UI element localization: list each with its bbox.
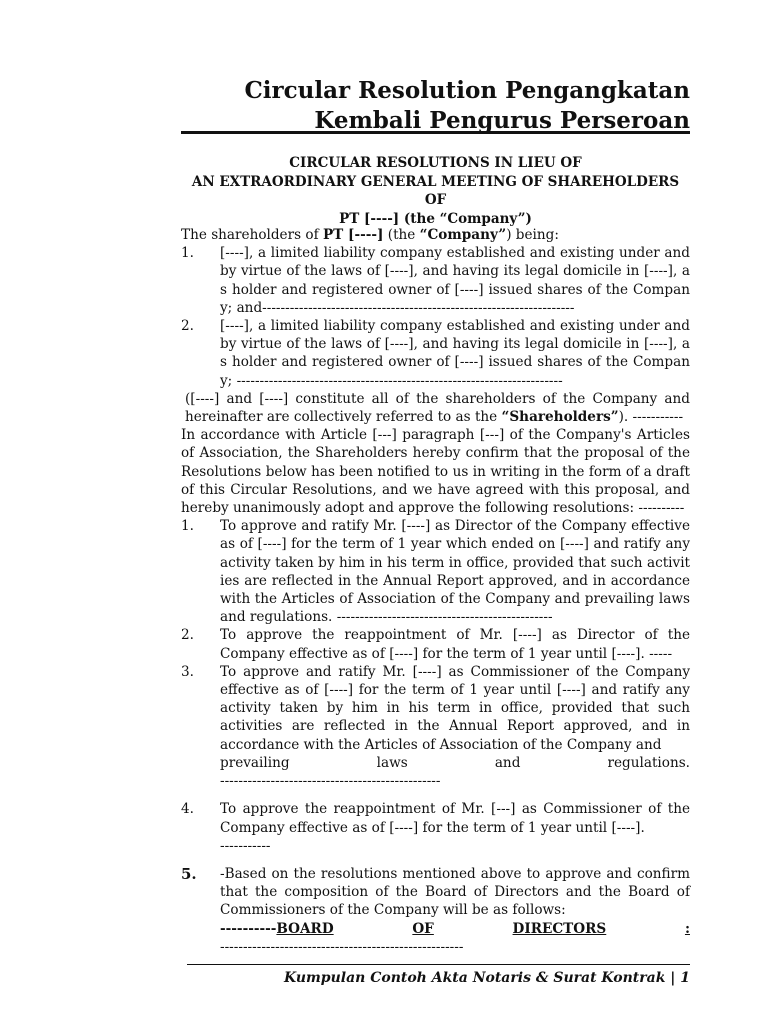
resolution-title-line-3: PT [----] (the “Company”)	[339, 210, 532, 227]
document-header	[245, 76, 691, 136]
resolution-text: To approve and ratify Mr. [----] as Commissioner of the Company effective as of [----] for the term of 1 year until [----] and ratify any activity taken by him in his term in office, provided that such activities are reflected in the Annual Report approved, and in accordance with the Articles of Association of the Company and	[220, 663, 690, 753]
board-word: DIRECTORS	[512, 920, 607, 937]
board-colon: :	[684, 920, 690, 937]
shareholder-item-1	[181, 244, 690, 317]
board-word: BOARD	[276, 920, 334, 937]
resolution-number: 1.	[181, 518, 194, 535]
dash-filler: -----------------------------------------------------	[220, 938, 464, 955]
resolution-body	[220, 663, 690, 790]
word: laws	[376, 754, 408, 771]
word: regulations.	[607, 754, 690, 771]
board-heading-word	[220, 920, 334, 938]
header-title-line-1: Circular Resolution Pengangkatan	[244, 77, 690, 104]
resolution-body	[220, 865, 690, 956]
shareholder-number: 1.	[181, 245, 194, 262]
board-of-directors-heading	[220, 920, 690, 938]
resolution-body	[220, 800, 690, 855]
resolution-number: 5.	[181, 864, 197, 883]
header-rule	[181, 131, 690, 134]
shareholder-number: 2.	[181, 318, 194, 335]
resolution-text: -Based on the resolutions mentioned above to approve and confirm that the composition of the Board of Directors and the Board of Commissioners of the Company will be as follows:	[220, 865, 690, 919]
resolution-item-3	[181, 663, 690, 790]
resolution-item-4	[181, 800, 690, 855]
page-footer: Kumpulan Contoh Akta Notaris & Surat Kontrak | 1	[283, 970, 690, 986]
collective-text-2: ). -----------	[618, 409, 684, 426]
collective-shareholders-term: “Shareholders”	[501, 409, 619, 426]
shareholder-text: [----], a limited liability company established and existing under and by virtue of the laws of [----], and having its legal domicile in [----], as holder and registered owner of [----] issued shares of the Company; and--------------------------------------------------------------------	[220, 245, 690, 316]
resolution-number: 4.	[181, 801, 194, 818]
footer-rule	[187, 964, 690, 965]
dash-filler: -----------	[220, 837, 271, 854]
word: and	[494, 754, 521, 771]
board-prefix: ----------	[220, 920, 277, 937]
word: prevailing	[220, 754, 290, 771]
resolution-number: 3.	[181, 663, 194, 680]
intro-company: PT [----]	[322, 227, 384, 243]
dash-filler: ------------------------------------------------	[220, 773, 441, 790]
resolution-text: To approve the reappointment of Mr. [----] as Director of the Company effective as of [----] for the term of 1 year until [----]. -----	[220, 627, 690, 662]
intro-text-2: (the	[383, 227, 420, 243]
shareholder-text: [----], a limited liability company established and existing under and by virtue of the laws of [----], and having its legal domicile in [----], as holder and registered owner of [----] issued shares of the Company; -----------------------------------------------------------------------	[220, 318, 690, 389]
resolution-last-line	[220, 754, 690, 772]
accordance-paragraph: In accordance with Article [---] paragraph [---] of the Company's Articles of Association, the Shareholders hereby confirm that the proposal of the Resolutions below has been notified to us in writing in the form of a draft of this Circular Resolutions, and we have agreed with this proposal, and hereby unanimously adopt and approve the following resolutions: ----------	[181, 427, 690, 517]
resolution-title-line-1: CIRCULAR RESOLUTIONS IN LIEU OF	[289, 155, 582, 171]
intro-text: The shareholders of	[181, 227, 323, 243]
resolution-item-5	[181, 865, 690, 956]
header-title-line-2: Kembali Pengurus Perseroan	[314, 107, 690, 134]
resolution-text: To approve and ratify Mr. [----] as Director of the Company effective as of [----] for the term of 1 year which ended on [----] and ratify any activity taken by him in his term in office, provided that such activities are reflected in the Annual Report approved, and in accordance with the Articles of Association of the Company and prevailing laws and regulations. -----------------------------------------------	[220, 518, 690, 626]
intro-company-term: “Company”	[419, 227, 507, 243]
resolution-title-line-2: AN EXTRAORDINARY GENERAL MEETING OF SHAREHOLDERS OF	[191, 173, 680, 208]
intro-text-3: ) being:	[506, 227, 559, 243]
resolution-item-1	[181, 517, 690, 626]
collective-paragraph	[181, 390, 690, 426]
document-body	[181, 226, 690, 956]
shareholder-item-2	[181, 317, 690, 390]
resolution-item-2	[181, 626, 690, 662]
resolution-text: To approve the reappointment of Mr. [---] as Commissioner of the Company effective as of [----] for the term of 1 year until [----].	[220, 801, 690, 836]
resolution-number: 2.	[181, 627, 194, 644]
board-word: OF	[412, 920, 434, 937]
intro-paragraph	[181, 226, 690, 244]
collective-text: ([----] and [----] constitute all of the shareholders of the Company and hereinafter are collectively referred to as the	[185, 390, 690, 426]
resolution-title	[181, 154, 690, 228]
